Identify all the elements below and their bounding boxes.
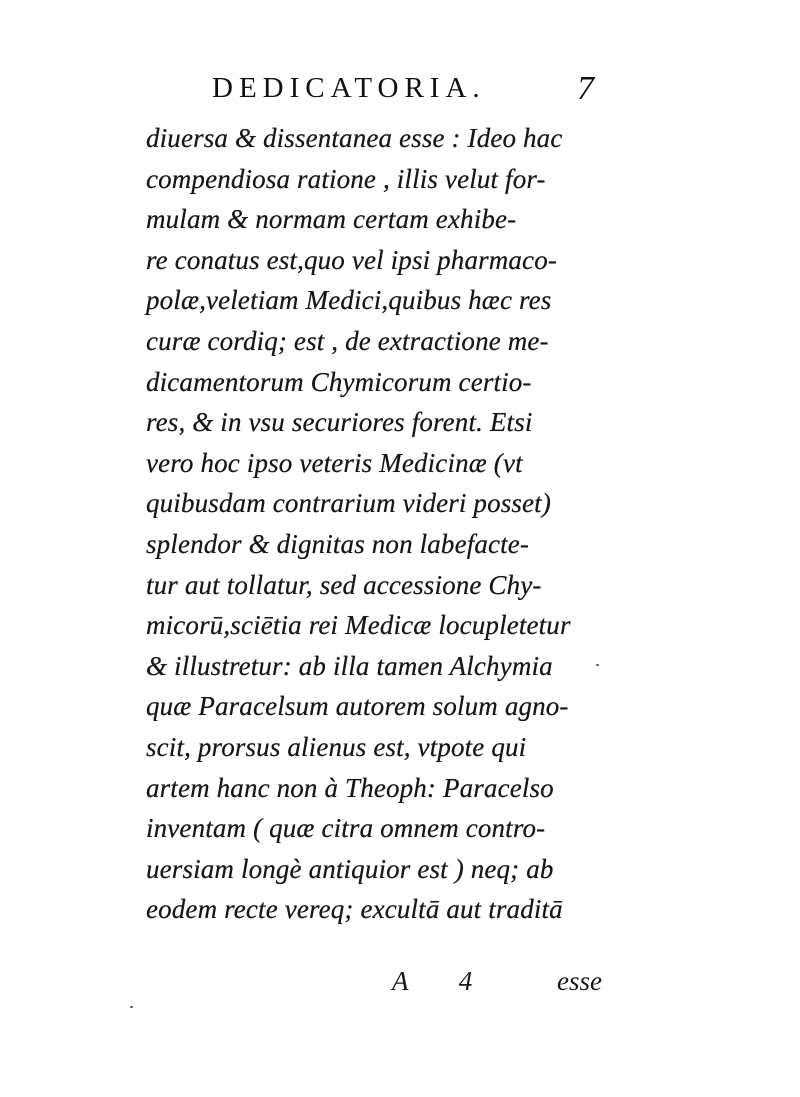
body-text [146,118,601,930]
text-line: mulam & normam certam exhibe- [146,204,517,235]
text-line: uersiam longè antiquior est ) neq; ab [146,853,554,884]
text-line: splendor & dignitas non labefacte- [146,528,530,559]
text-line: res, & in vsu securiores forent. Etsi [146,407,533,438]
signature-mark: A 4 [392,966,495,996]
text-line: artem hanc non à Theoph: Paracelso [146,772,554,803]
catchword: esse [557,966,602,996]
text-line: eodem recte vereq; excultā aut traditā [146,894,563,925]
text-line: diuersa & dissentanea esse : Ideo hac [146,123,563,153]
header-title: DEDICATORIA. [212,72,486,104]
signature-line [392,966,602,1004]
print-speck [596,664,599,666]
text-line: & illustretur: ab illa tamen Alchymia [146,650,553,681]
text-line: scit, prorsus alienus est, vtpote qui [146,731,527,762]
text-line: micorū,sciētia rei Medicæ locupletetur [146,610,571,641]
page-number: 7 [577,70,594,107]
text-line: tur aut tollatur, sed accessione Chy- [146,569,542,600]
text-line: curæ cordiq; est , de extractione me- [146,325,549,356]
text-line: re conatus est,quo vel ipsi pharmaco- [146,244,557,275]
text-line: dicamentorum Chymicorum certio- [146,366,532,397]
text-line: compendiosa ratione , illis velut for- [146,163,546,194]
text-line: polæ,veletiam Medici,quibus hæc res [146,285,552,316]
text-line: vero hoc ipso veteris Medicinæ (vt [146,447,523,478]
text-line: quibusdam contrarium videri posset) [146,488,551,519]
text-line: quæ Paracelsum autorem solum agno- [146,691,569,722]
running-head [212,72,602,112]
print-speck [130,1006,133,1008]
text-line: inventam ( quæ citra omnem contro- [146,813,546,844]
